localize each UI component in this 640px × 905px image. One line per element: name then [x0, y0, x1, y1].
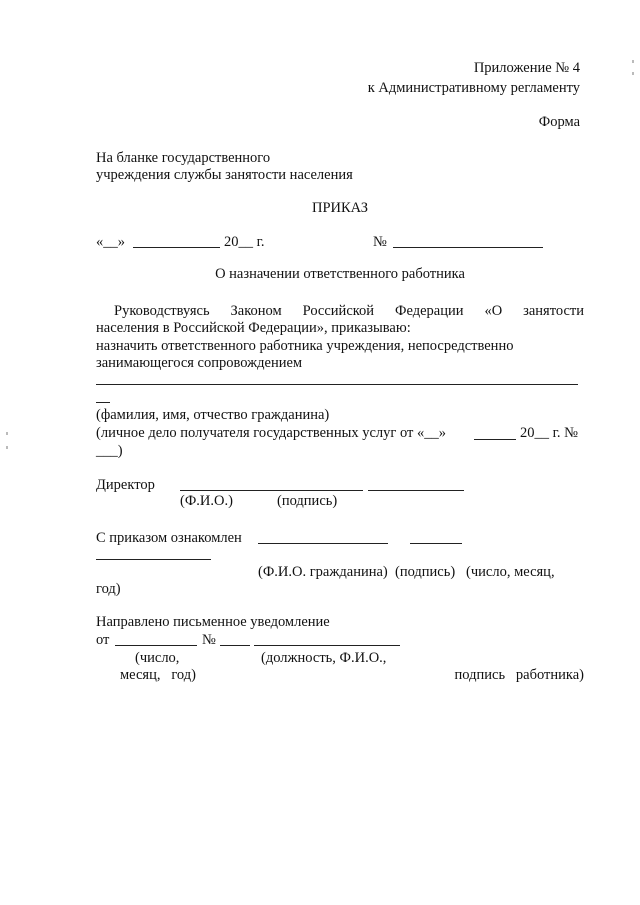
basis-word: Законом [230, 303, 282, 319]
acquainted-hint-year: год) [96, 581, 121, 597]
hint-case-close: ___) [96, 443, 123, 459]
hint-case-year: 20__ г. № [520, 425, 579, 441]
date-year: 20__ г. [224, 234, 265, 250]
notice-date-blank [115, 645, 197, 646]
notice-hint-position: (должность, Ф.И.О., [261, 650, 387, 666]
basis-word: Руководствуясь [114, 303, 210, 319]
blank-note-line2: учреждения службы занятости населения [96, 167, 353, 183]
basis-word: Российской [302, 303, 375, 319]
employee-name-blank-tail [96, 402, 110, 403]
appendix-number: Приложение № 4 [473, 60, 580, 76]
director-label: Директор [96, 477, 155, 493]
acquainted-date-blank [96, 559, 211, 560]
basis-word: Федерации [395, 303, 464, 319]
date-month-blank [133, 247, 220, 248]
citizen-sign-blank [410, 543, 462, 544]
basis-word: «О [484, 303, 503, 319]
director-name-blank [180, 490, 363, 491]
director-sign-hint: (подпись) [277, 493, 338, 509]
paragraph-assign-line2: занимающегося сопровождением [96, 355, 303, 371]
appendix-reference: к Административному регламенту [367, 80, 580, 96]
hint-full-name: (фамилия, имя, отчество гражданина) [96, 407, 330, 423]
scan-speck [632, 60, 634, 63]
basis-word: занятости [523, 303, 584, 319]
date-day-field: «__» [96, 234, 125, 250]
hint-case-file: (личное дело получателя государственных услуг от «__» [96, 425, 446, 441]
notice-from: от [96, 632, 110, 648]
case-date-blank [474, 439, 516, 440]
notice-recipient-blank [254, 645, 400, 646]
scan-speck [632, 72, 634, 75]
notice-number-sign: № [202, 632, 216, 648]
notice-hint-date: (число, [135, 650, 180, 666]
citizen-name-blank [258, 543, 388, 544]
acquainted-label: С приказом ознакомлен [96, 530, 242, 546]
order-number-blank [393, 247, 543, 248]
acquainted-hints: (Ф.И.О. гражданина) (подпись) (число, месяц, [258, 564, 555, 580]
order-title: ПРИКАЗ [311, 200, 369, 216]
paragraph-assign-line1: назначить ответственного работника учреждения, непосредственно [96, 338, 514, 354]
notice-label: Направлено письменное уведомление [96, 614, 330, 630]
scan-speck [6, 446, 8, 449]
notice-number-blank [220, 645, 250, 646]
order-subject: О назначении ответственного работника [215, 266, 465, 282]
form-label: Форма [538, 114, 580, 130]
notice-hint-sign: подпись работника) [454, 667, 584, 683]
notice-hint-date2: месяц, год) [120, 667, 196, 683]
director-name-hint: (Ф.И.О.) [180, 493, 233, 509]
paragraph-basis-line2: населения в Российской Федерации», приказываю: [96, 320, 411, 336]
blank-note-line1: На бланке государственного [96, 150, 271, 166]
scan-speck [6, 432, 8, 435]
director-sign-blank [368, 490, 464, 491]
order-number-sign: № [373, 234, 387, 250]
paragraph-basis-line1 [114, 303, 584, 320]
employee-name-blank [96, 384, 578, 385]
